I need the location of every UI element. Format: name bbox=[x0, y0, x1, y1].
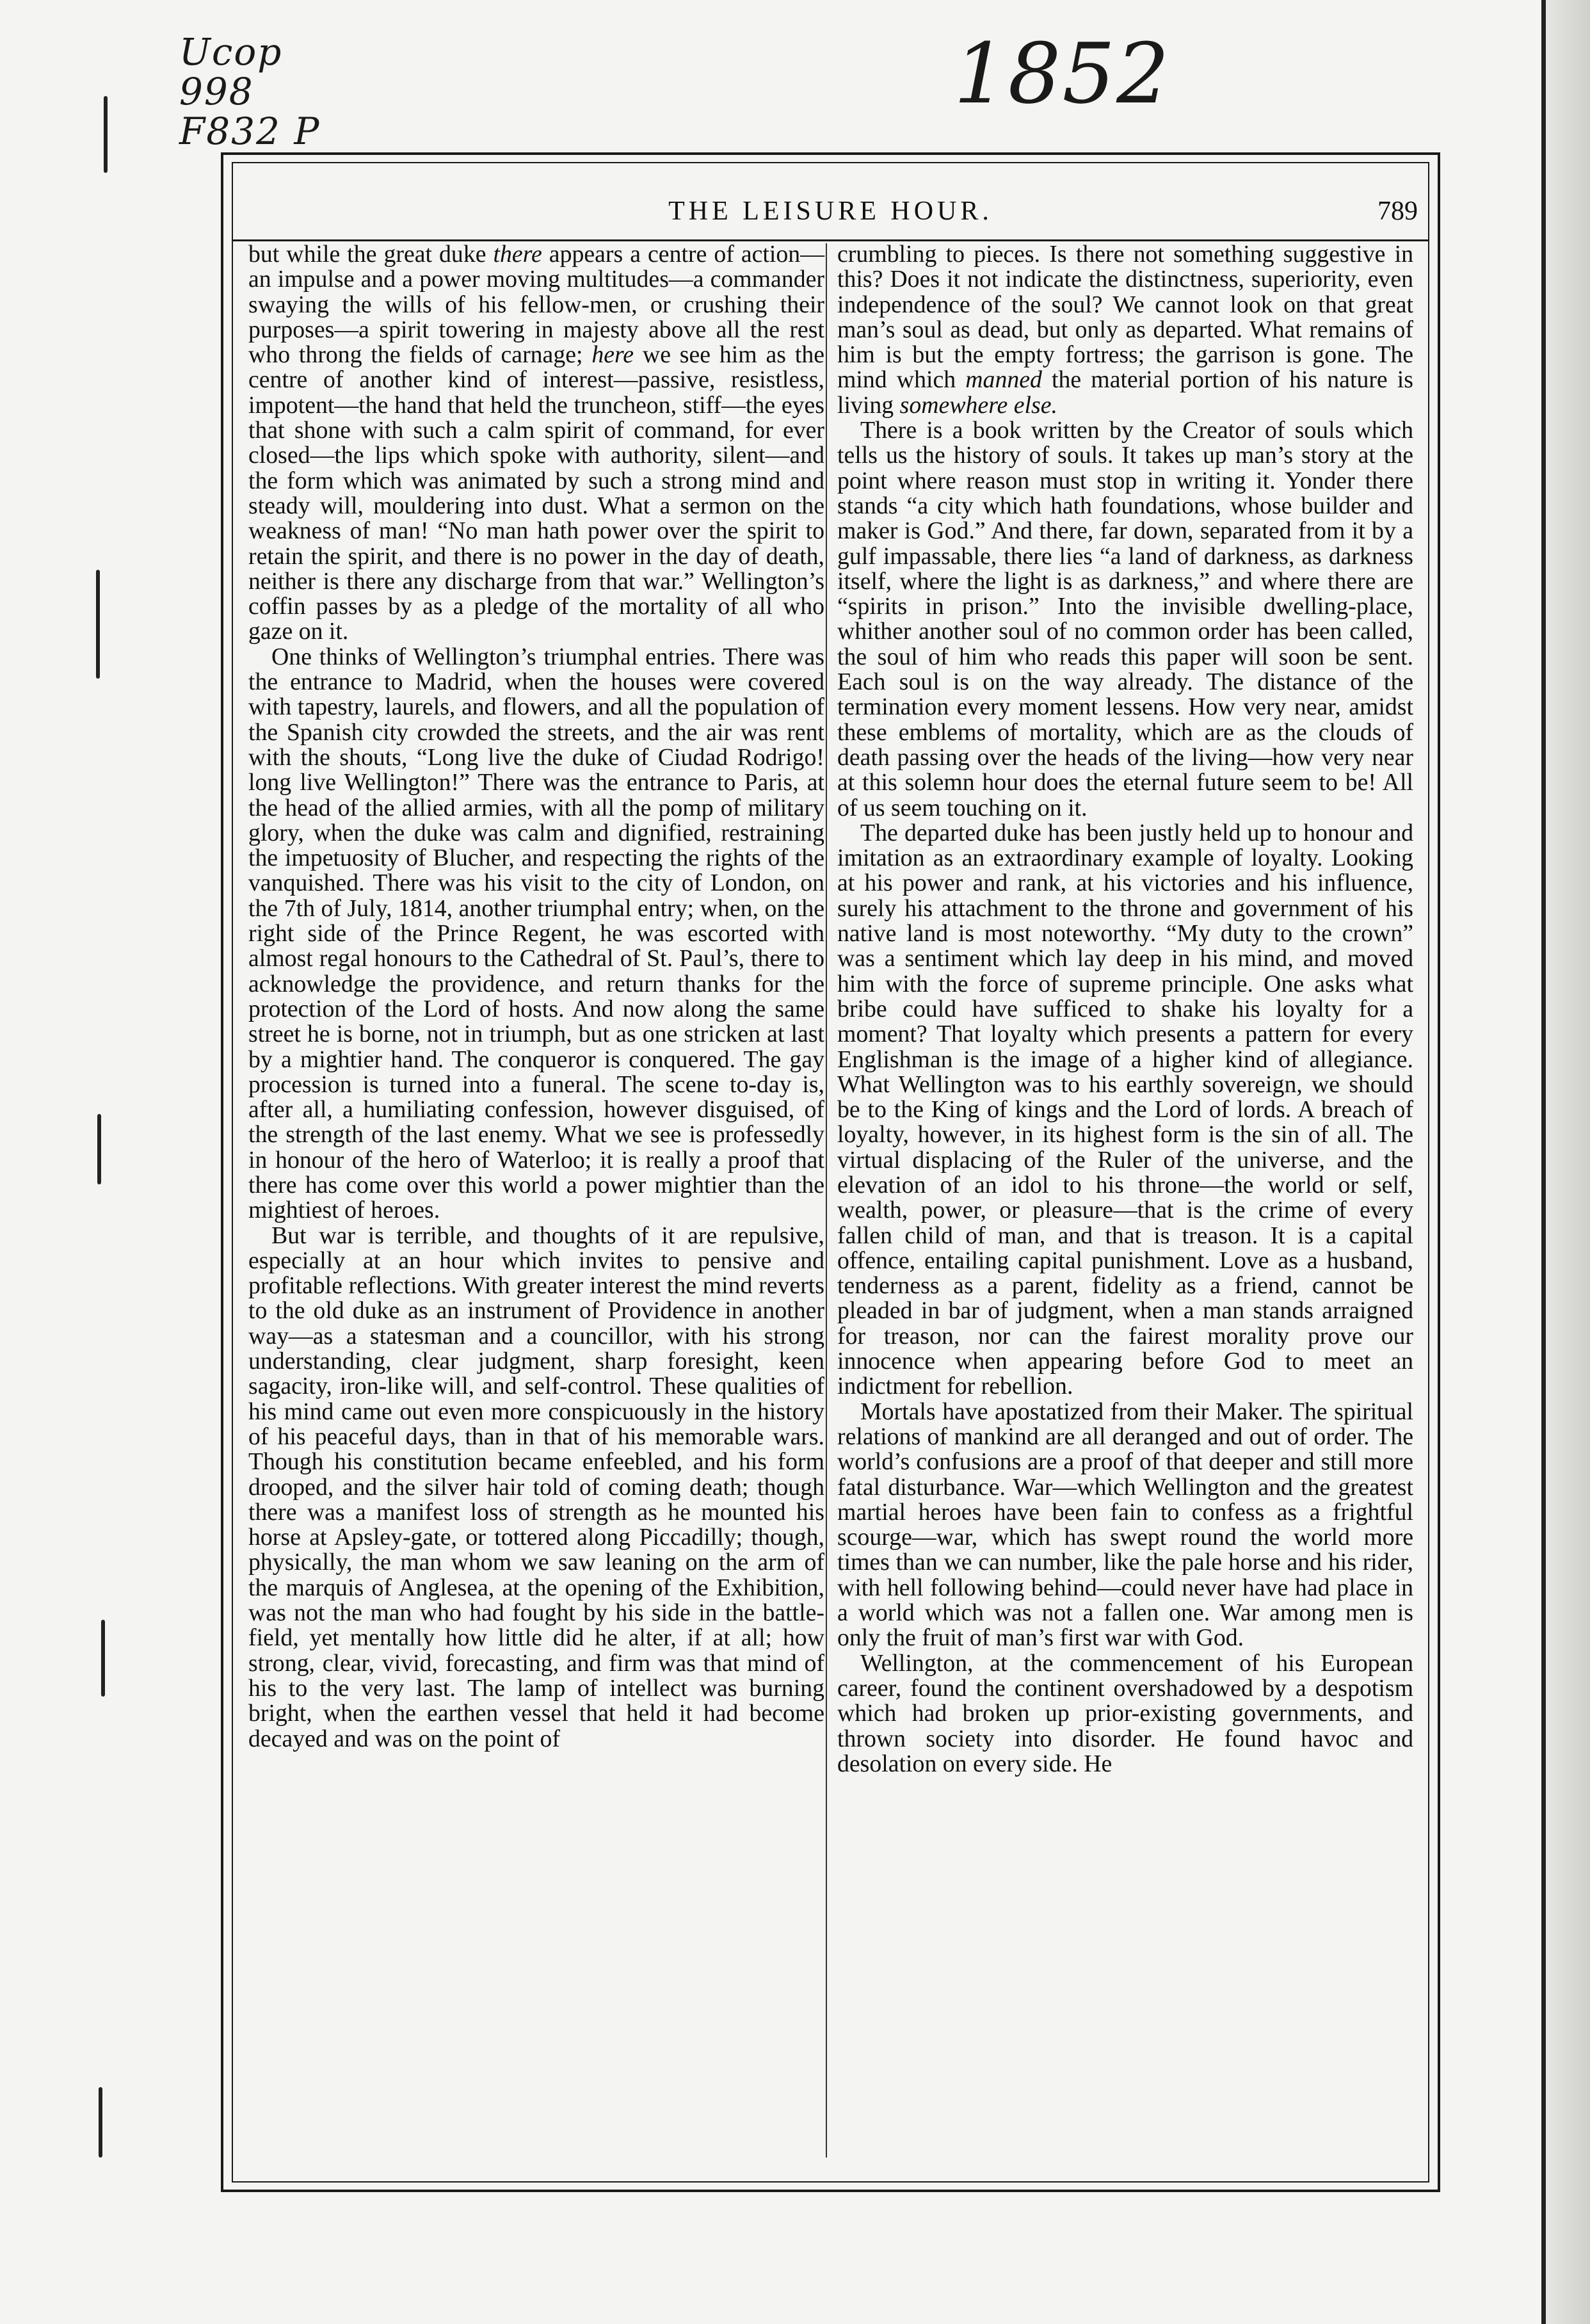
italic-run: there bbox=[493, 241, 542, 268]
paragraph bbox=[837, 242, 1413, 418]
paragraph bbox=[837, 1400, 1413, 1651]
paragraph bbox=[837, 418, 1413, 821]
shelfmark-line: 998 bbox=[179, 70, 254, 113]
handwritten-year: 1852 bbox=[954, 25, 1171, 122]
page-number: 789 bbox=[1377, 197, 1418, 226]
text-run: crumbling to pieces. Is there not something suggestive in this? Does it not indicate the distinctness, superiority, even independence of the soul? We cannot look on that great man’s soul as dead, but only as departed. What remains of him is but the empty fortress; the garrison is gone. The mind which bbox=[837, 241, 1413, 394]
margin-mark bbox=[104, 96, 108, 173]
paragraph bbox=[248, 645, 824, 1223]
running-head bbox=[243, 192, 1418, 230]
margin-mark bbox=[96, 570, 100, 679]
text-run: but while the great duke bbox=[248, 241, 494, 268]
text-run: But war is terrible, and thoughts of it are repulsive, especially at an hour which invites to pensive and profitable reflections. With greater interest the mind reverts to the old duke as an instrument of Providence in another way—as a statesman and a councillor, with his strong understanding, clear judgment, sharp foresight, keen sagacity, iron-like will, and self-control. These qualities of his mind came out even more conspicuously in the history of his peaceful days, than in that of his memorable wars. Though his constitution became enfeebled, and his form drooped, and the silver hair told of coming death; though there was a manifest loss of strength as he mounted his horse at Apsley-gate, or tottered along Piccadilly; though, physically, the man whom we saw leaning on the arm of the marquis of Anglesea, at the opening of the Exhibition, was not the man who had fought by his side in the battle-field, yet mentally how little did he alter, if at all; how strong, clear, vivid, forecasting, and firm was that mind of his to the very last. The lamp of intellect was burning bright, when the earthen vessel that held it had become decayed and was on the point of bbox=[248, 1222, 824, 1752]
text-run: There is a book written by the Creator of souls which tells us the history of souls. It takes up man’s story at the point where reason must stop in writing it. Yonder there stands “a city which hath foundations, whose builder and maker is God.” And there, far down, separated from it by a gulf impassable, there lies “a land of darkness, as darkness itself, where the light is as darkness,” and where there are “spirits in prison.” Into the invisible dwelling-place, whither another soul of no common order has been called, the soul of him who reads this paper will soon be sent. Each soul is on the way already. The distance of the termination every moment lessens. How very near, amidst these emblems of mortality, which are as the clouds of death passing over the heads of the living—how very near at this solemn hour does the eternal future seem to be! All of us seem touching on it. bbox=[837, 417, 1413, 821]
text-run: Wellington, at the commencement of his European career, found the continent overshadowed by a despotism which had broken up prior-existing governments, and thrown society into disorder. He found havoc and desolation on every side. He bbox=[837, 1649, 1413, 1777]
text-run: Mortals have apostatized from their Maker. The spiritual relations of mankind are all deranged and out of order. The world’s confusions are a proof of that deeper and still more fatal disturbance. War—which Wellington and the greatest martial heroes have been fain to confess as a frightful scourge—war, which has swept round the world more times than we can number, like the pale horse and his rider, with hell following behind—could never have had place in a world which was not a fallen one. War among men is only the fruit of man’s first war with God. bbox=[837, 1398, 1413, 1652]
shelfmark-line: Ucop bbox=[179, 30, 283, 74]
paragraph bbox=[248, 1223, 824, 1752]
paragraph bbox=[248, 242, 824, 645]
handwritten-shelfmark bbox=[179, 32, 320, 151]
text-run: The departed duke has been justly held up to honour and imitation as an extraordinary example of loyalty. Looking at his power and rank, at his victories and his influence, surely his attachment to the throne and government of his native land is most noteworthy. “My duty to the crown” was a sentiment which lay deep in his mind, and moved him with the force of supreme principle. One asks what bribe could have sufficed to shake his loyalty for a moment? That loyalty which presents a pattern for every Englishman is the image of a higher kind of allegiance. What Wellington was to his earthly sovereign, we should be to the King of kings and the Lord of lords. A breach of loyalty, however, in its highest form is the sin of all. The virtual displacing of the Ruler of the universe, and the elevation of an idol to his throne—the world or self, wealth, power, or pleasure—that is the crime of every fallen child of man, and that is treason. It is a capital offence, entailing capital punishment. Love as a husband, tenderness as a parent, fidelity as a friend, cannot be pleaded in bar of judgment, when a man stands arraigned for treason, nor can the fairest morality prove our innocence when appearing before God to meet an indictment for rebellion. bbox=[837, 819, 1413, 1400]
margin-mark bbox=[99, 2087, 102, 2158]
italic-run: manned bbox=[965, 366, 1042, 394]
text-run: One thinks of Wellington’s triumphal entries. There was the entrance to Madrid, when the houses were covered with tapestry, laurels, and flowers, and all the population of the Spanish city crowded the streets, and the air was rent with the shouts, “Long live the duke of Ciudad Rodrigo! long live Wellington!” There was the entrance to Paris, at the head of the allied armies, with all the pomp of military glory, when the duke was calm and dignified, restraining the impetuosity of Blucher, and respecting the rights of the vanquished. There was his visit to the city of London, on the 7th of July, 1814, another triumphal entry; when, on the right side of the Prince Regent, he was escorted with almost regal honours to the Cathedral of St. Paul’s, there to acknowledge the providence, and return thanks for the protection of the Lord of hosts. And now along the same street he is borne, not in triumph, but as one stricken at last by a mightier hand. The conqueror is conquered. The gay procession is turned into a funeral. The scene to-day is, after all, a humiliating confession, however disguised, of the strength of the last enemy. What we see is professedly in honour of the hero of Waterloo; it is really a proof that there has come over this world a power mightier than the mightiest of heroes. bbox=[248, 643, 824, 1224]
shelfmark-line: F832 P bbox=[179, 109, 321, 153]
text-run: we see him as the centre of another kind of interest—passive, resistless, impotent—the hand that held the truncheon, stiff—the eyes that shone with such a calm spirit of command, for ever closed—the lips which spoke with authority, silent—and the form which was animated by such a strong mind and steady will, mouldering into dust. What a sermon on the weakness of man! “No man hath power over the spirit to retain the spirit, and there is no power in the day of death, neither is there any discharge from that war.” Wellington’s coffin passes by as a pledge of the mortality of all who gaze on it. bbox=[248, 341, 824, 645]
italic-run: here bbox=[591, 341, 634, 369]
column-divider bbox=[826, 243, 827, 2158]
paragraph bbox=[837, 821, 1413, 1400]
right-column bbox=[837, 242, 1413, 1777]
text-run: the material portion of his nature is living bbox=[837, 366, 1414, 419]
italic-run: somewhere else. bbox=[899, 391, 1057, 419]
page-edge bbox=[1546, 0, 1590, 2324]
margin-mark bbox=[101, 1620, 105, 1697]
margin-mark bbox=[97, 1114, 101, 1184]
running-title: THE LEISURE HOUR. bbox=[668, 197, 993, 226]
left-column bbox=[248, 242, 824, 1752]
text-run: appears a centre of action—an impulse and a power moving multitudes—a commander swaying the wills of his fellow-men, or crushing their purposes—a spirit towering in majesty above all the rest who throng the fields of carnage; bbox=[248, 241, 824, 369]
paragraph bbox=[837, 1651, 1413, 1777]
